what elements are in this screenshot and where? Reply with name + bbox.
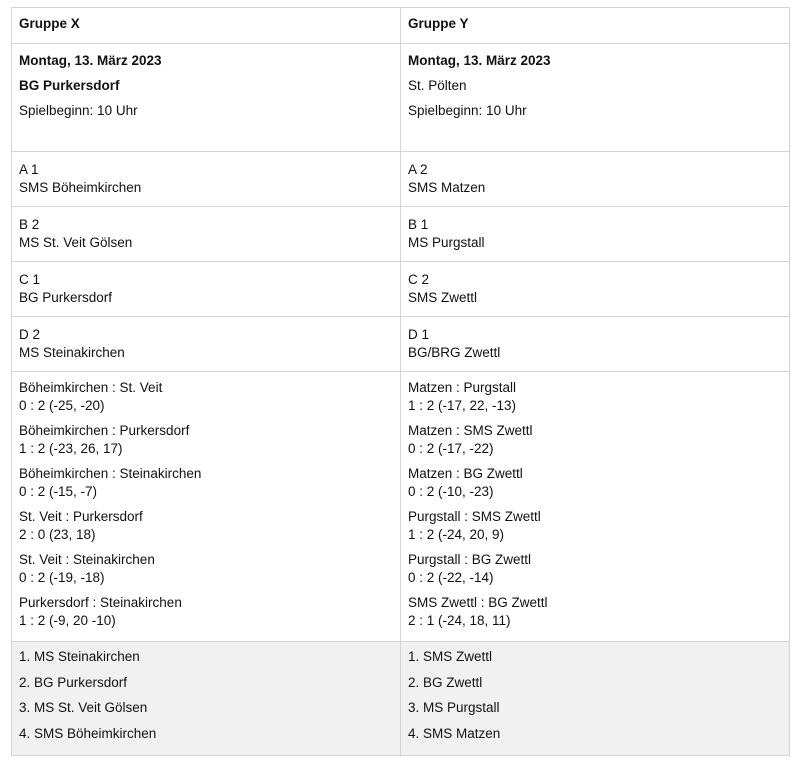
match-score: 0 : 2 (-17, -22) — [408, 441, 494, 456]
match-result — [408, 465, 782, 501]
match-result — [19, 465, 393, 501]
team-seed: D 1 — [408, 327, 430, 342]
group-y-team — [401, 317, 790, 372]
match-pair: Matzen : SMS Zwettl — [408, 423, 533, 438]
matches-row — [12, 372, 790, 642]
match-score: 0 : 2 (-10, -23) — [408, 484, 494, 499]
team-name: SMS Matzen — [408, 180, 486, 195]
match-score: 2 : 0 (23, 18) — [19, 527, 96, 542]
ranking-item: 1. SMS Zwettl — [408, 649, 493, 664]
info-row — [12, 44, 790, 152]
group-y-team — [401, 207, 790, 262]
match-score: 0 : 2 (-15, -7) — [19, 484, 98, 499]
ranking-item: 3. MS Purgstall — [408, 700, 500, 715]
match-pair: Purkersdorf : Steinakirchen — [19, 595, 182, 610]
match-pair: Böheimkirchen : St. Veit — [19, 380, 163, 395]
ranking-item: 3. MS St. Veit Gölsen — [19, 700, 148, 715]
tournament-table — [11, 7, 790, 756]
match-score: 0 : 2 (-19, -18) — [19, 570, 105, 585]
match-score: 1 : 2 (-23, 26, 17) — [19, 441, 123, 456]
match-pair: St. Veit : Steinakirchen — [19, 552, 155, 567]
group-y-date: Montag, 13. März 2023 — [408, 53, 551, 68]
group-x-date: Montag, 13. März 2023 — [19, 53, 162, 68]
ranking-item: 4. SMS Matzen — [408, 725, 501, 741]
match-pair: Purgstall : BG Zwettl — [408, 552, 532, 567]
team-name: SMS Zwettl — [408, 290, 478, 305]
team-seed: D 2 — [19, 327, 41, 342]
match-score: 1 : 2 (-9, 20 -10) — [19, 613, 116, 628]
match-pair: Purgstall : SMS Zwettl — [408, 509, 541, 524]
group-y-ranking — [401, 642, 790, 756]
match-result — [19, 551, 393, 587]
group-y-venue: St. Pölten — [408, 78, 467, 93]
group-y-team — [401, 152, 790, 207]
team-name: MS Purgstall — [408, 235, 485, 250]
group-x-ranking — [12, 642, 401, 756]
match-result — [408, 594, 782, 630]
team-seed: A 1 — [19, 162, 39, 177]
team-name: BG Purkersdorf — [19, 290, 113, 305]
team-seed: C 2 — [408, 272, 430, 287]
team-row — [12, 317, 790, 372]
team-name: BG/BRG Zwettl — [408, 345, 501, 360]
ranking-item: 1. MS Steinakirchen — [19, 649, 140, 664]
match-score: 1 : 2 (-24, 20, 9) — [408, 527, 505, 542]
team-seed: B 2 — [19, 217, 40, 232]
match-pair: St. Veit : Purkersdorf — [19, 509, 143, 524]
match-result — [408, 551, 782, 587]
group-x-team — [12, 317, 401, 372]
team-name: SMS Böheimkirchen — [19, 180, 142, 195]
group-x-team — [12, 152, 401, 207]
team-name: MS Steinakirchen — [19, 345, 125, 360]
match-score: 1 : 2 (-17, 22, -13) — [408, 398, 517, 413]
team-seed: A 2 — [408, 162, 428, 177]
header-row — [12, 8, 790, 44]
group-x-info — [12, 44, 401, 152]
ranking-item: 2. BG Purkersdorf — [19, 674, 128, 690]
team-seed: C 1 — [19, 272, 41, 287]
match-result — [19, 508, 393, 544]
team-name: MS St. Veit Gölsen — [19, 235, 133, 250]
team-row — [12, 207, 790, 262]
group-y-matches — [401, 372, 790, 642]
match-result — [19, 594, 393, 630]
group-x-team — [12, 262, 401, 317]
match-pair: Böheimkirchen : Steinakirchen — [19, 466, 202, 481]
group-y-info — [401, 44, 790, 152]
group-x-header: Gruppe X — [12, 8, 401, 44]
match-score: 0 : 2 (-25, -20) — [19, 398, 105, 413]
match-score: 2 : 1 (-24, 18, 11) — [408, 613, 511, 628]
match-result — [408, 422, 782, 458]
match-pair: Matzen : BG Zwettl — [408, 466, 523, 481]
match-result — [19, 379, 393, 415]
group-y-team — [401, 262, 790, 317]
group-x-team — [12, 207, 401, 262]
group-x-venue: BG Purkersdorf — [19, 78, 120, 93]
match-score: 0 : 2 (-22, -14) — [408, 570, 494, 585]
match-result — [19, 422, 393, 458]
ranking-row — [12, 642, 790, 756]
group-y-start: Spielbeginn: 10 Uhr — [408, 103, 527, 118]
match-result — [408, 508, 782, 544]
group-x-start: Spielbeginn: 10 Uhr — [19, 103, 138, 118]
match-result — [408, 379, 782, 415]
group-x-matches — [12, 372, 401, 642]
ranking-item: 2. BG Zwettl — [408, 674, 483, 690]
team-seed: B 1 — [408, 217, 429, 232]
team-row — [12, 262, 790, 317]
group-y-header: Gruppe Y — [401, 8, 790, 44]
match-pair: Böheimkirchen : Purkersdorf — [19, 423, 190, 438]
match-pair: Matzen : Purgstall — [408, 380, 517, 395]
match-pair: SMS Zwettl : BG Zwettl — [408, 595, 548, 610]
team-row — [12, 152, 790, 207]
ranking-item: 4. SMS Böheimkirchen — [19, 725, 157, 741]
